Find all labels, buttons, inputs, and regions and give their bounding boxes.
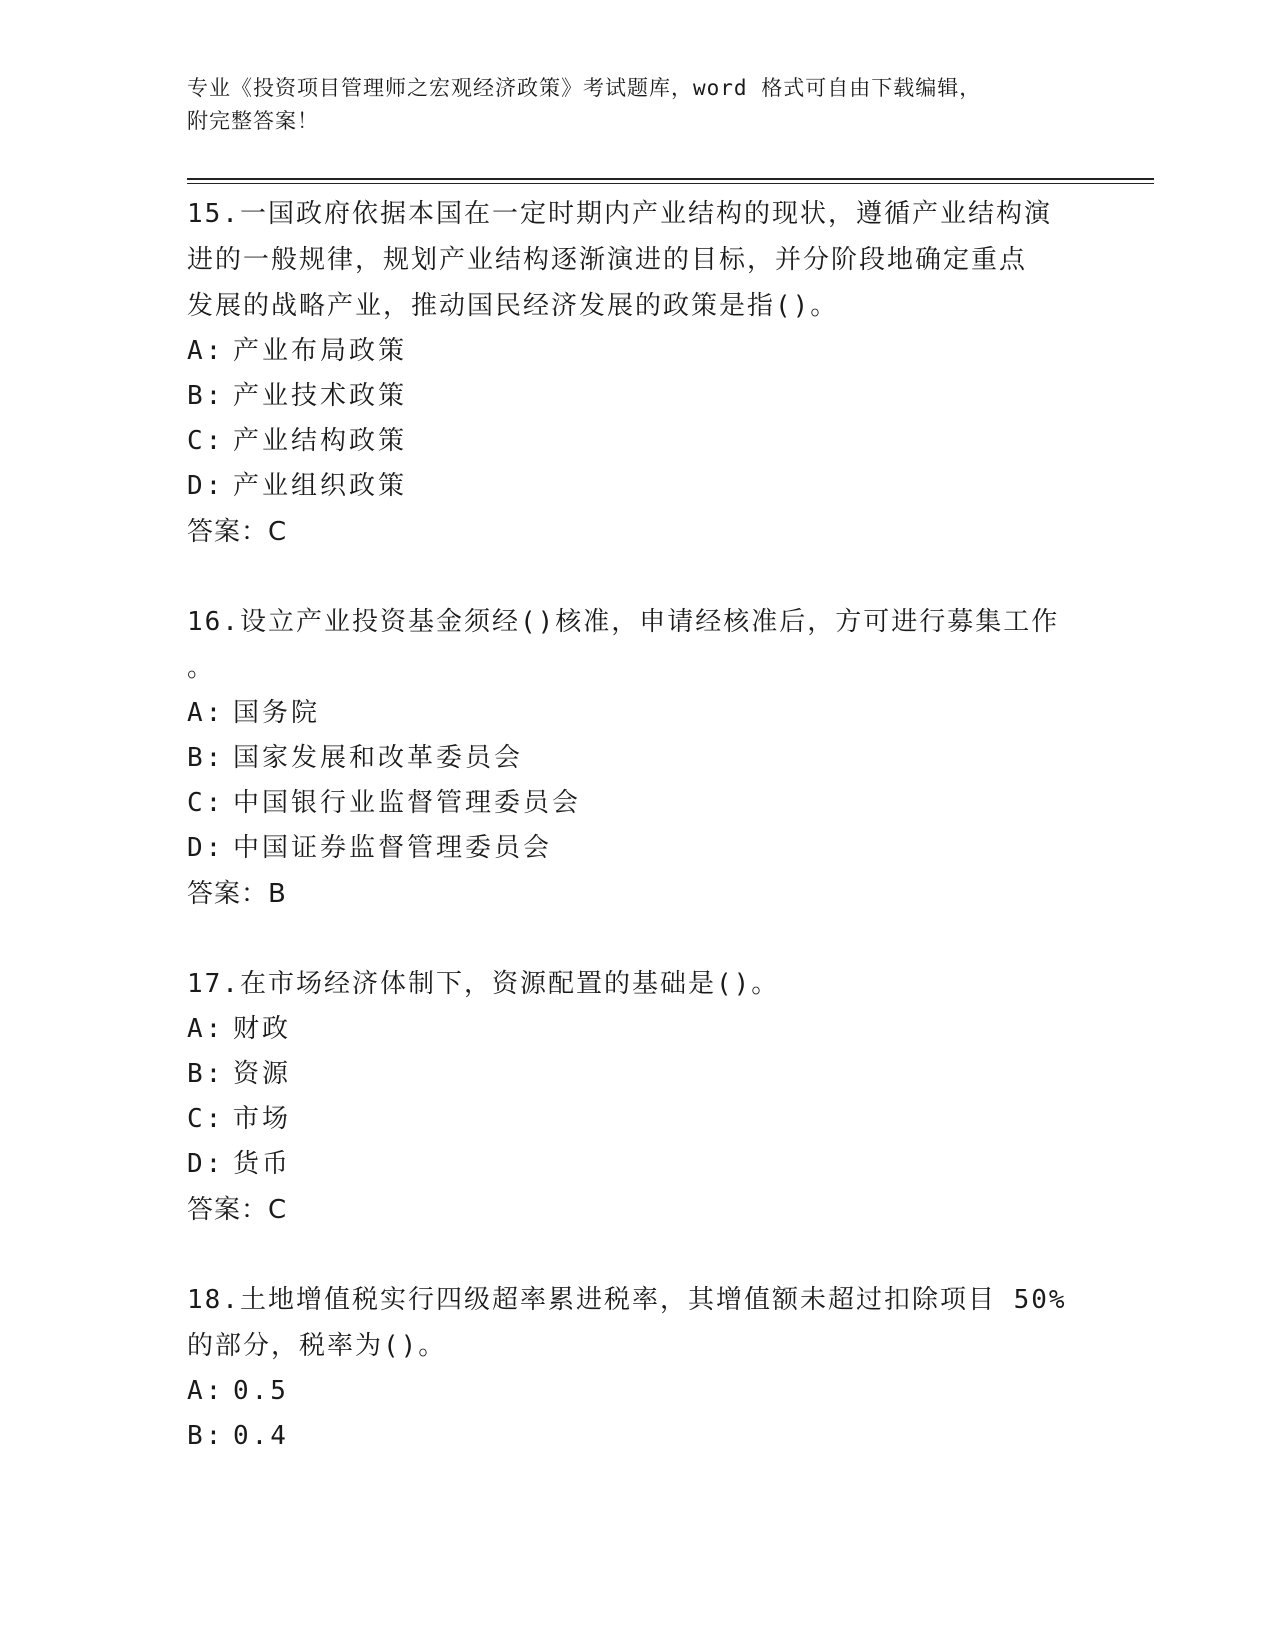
option-text: 产业技术政策 — [233, 381, 408, 411]
question-17 — [187, 961, 1087, 1233]
stem-line: 的部分，税率为()。 — [187, 1331, 447, 1361]
option-text: 资源 — [233, 1059, 292, 1089]
question-stem — [187, 599, 1087, 691]
stem-line: 17.在市场经济体制下，资源配置的基础是()。 — [187, 969, 780, 999]
stem-line: 18.土地增值税实行四级超率累进税率，其增值额未超过扣除项目 50% — [187, 1285, 1067, 1315]
option-d — [187, 826, 1087, 871]
option-text: 财政 — [233, 1014, 292, 1044]
option-text: 产业布局政策 — [233, 336, 408, 366]
header-line-2: 附完整答案！ — [187, 109, 319, 133]
header-line-1: 专业《投资项目管理师之宏观经济政策》考试题库，word 格式可自由下载编辑， — [187, 76, 982, 100]
option-text: 0.4 — [233, 1421, 289, 1451]
option-letter: B: — [187, 1421, 225, 1451]
question-stem — [187, 961, 1087, 1007]
option-b — [187, 1052, 1087, 1097]
spacer — [187, 1233, 1087, 1277]
option-letter: B: — [187, 1059, 225, 1089]
option-letter: A: — [187, 1376, 225, 1406]
option-d — [187, 464, 1087, 509]
question-stem — [187, 191, 1087, 329]
option-letter: C: — [187, 788, 225, 818]
option-text: 国家发展和改革委员会 — [233, 743, 524, 773]
question-15 — [187, 191, 1087, 555]
option-letter: A: — [187, 698, 225, 728]
option-letter: B: — [187, 743, 225, 773]
option-a — [187, 329, 1087, 374]
question-18 — [187, 1277, 1087, 1459]
option-text: 国务院 — [233, 698, 321, 728]
option-c — [187, 781, 1087, 826]
question-list — [187, 191, 1087, 1459]
option-a — [187, 691, 1087, 736]
spacer — [187, 555, 1087, 599]
option-letter: B: — [187, 381, 225, 411]
spacer — [187, 917, 1087, 961]
stem-line: 16.设立产业投资基金须经()核准，申请经核准后，方可进行募集工作 — [187, 607, 1060, 637]
stem-line: 15.一国政府依据本国在一定时期内产业结构的现状，遵循产业结构演 — [187, 199, 1052, 229]
stem-line: 。 — [187, 653, 216, 683]
header-divider-thin — [187, 183, 1154, 184]
stem-line: 发展的战略产业，推动国民经济发展的政策是指()。 — [187, 291, 839, 321]
answer-line: 答案：C — [187, 517, 288, 547]
option-a — [187, 1369, 1087, 1414]
option-text: 中国证券监督管理委员会 — [233, 833, 553, 863]
option-letter: C: — [187, 426, 225, 456]
option-a — [187, 1007, 1087, 1052]
option-letter: D: — [187, 471, 225, 501]
answer-line: 答案：B — [187, 879, 287, 909]
option-text: 货币 — [233, 1149, 292, 1179]
option-letter: D: — [187, 1149, 225, 1179]
option-c — [187, 419, 1087, 464]
option-b — [187, 736, 1087, 781]
option-letter: A: — [187, 336, 225, 366]
option-text: 产业组织政策 — [233, 471, 408, 501]
option-b — [187, 1414, 1087, 1459]
option-text: 市场 — [233, 1104, 292, 1134]
answer-line: 答案：C — [187, 1195, 288, 1225]
option-letter: D: — [187, 833, 225, 863]
option-text: 产业结构政策 — [233, 426, 408, 456]
option-letter: A: — [187, 1014, 225, 1044]
option-b — [187, 374, 1087, 419]
option-letter: C: — [187, 1104, 225, 1134]
option-text: 中国银行业监督管理委员会 — [233, 788, 582, 818]
document-header — [187, 72, 1087, 138]
stem-line: 进的一般规律，规划产业结构逐渐演进的目标，并分阶段地确定重点 — [187, 245, 1028, 275]
question-16 — [187, 599, 1087, 917]
header-divider-thick — [187, 178, 1154, 180]
option-text: 0.5 — [233, 1376, 289, 1406]
question-stem — [187, 1277, 1087, 1369]
option-c — [187, 1097, 1087, 1142]
option-d — [187, 1142, 1087, 1187]
